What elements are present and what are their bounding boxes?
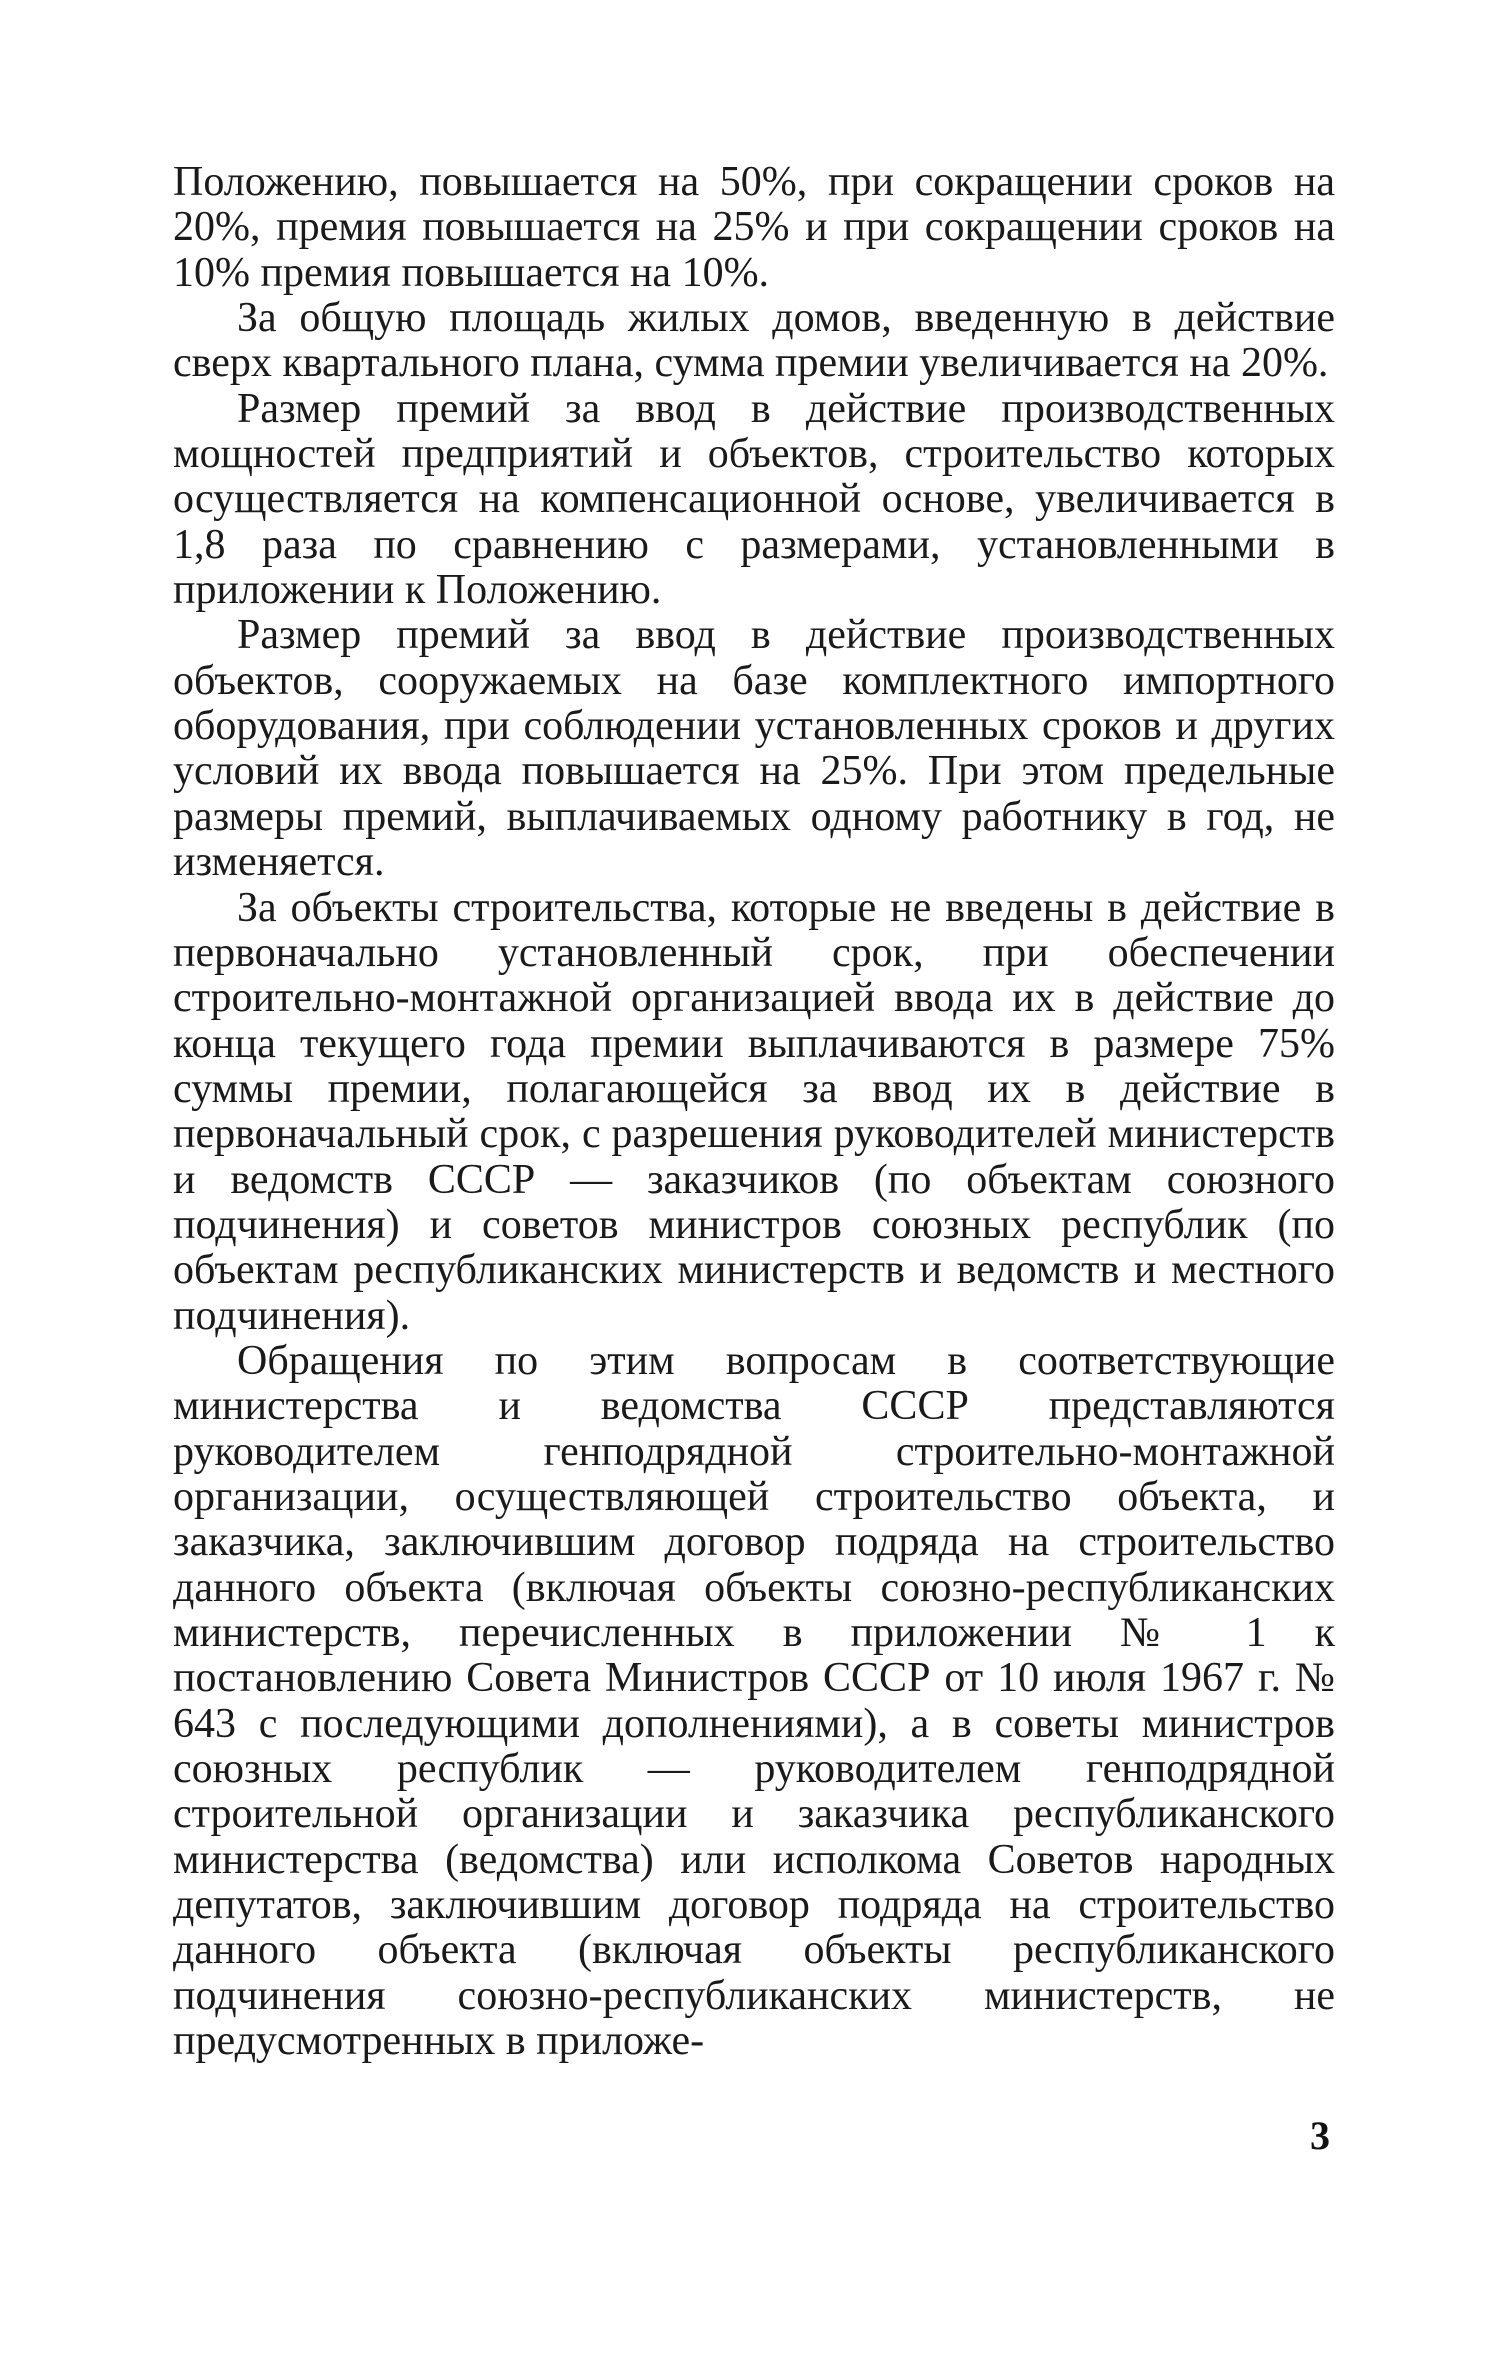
paragraph-2: За общую площадь жилых домов, введенную в действие сверх квартального плана, сумма премии увеличивается на 20%.: [173, 295, 1335, 387]
page-number: 3: [1310, 2113, 1330, 2158]
paragraph-5: За объекты строительства, которые не введены в действие в первоначально установленный срок, при обеспечении строительно-монтажной организацией ввода их в действие до конца текущего года премии выплачиваются в размере 75% суммы премии, полагающейся за ввод их в действие в первоначальный срок, с разрешения руководителей министерств и ведомств СССР — заказчиков (по объектам союзного подчинения) и советов министров союзных республик (по объектам республиканских министерств и ведомств и местного подчинения).: [173, 884, 1335, 1339]
paragraph-4: Размер премий за ввод в действие производственных объектов, сооружаемых на базе комплектного импортного оборудования, при соблюдении установленных сроков и других условий их ввода повышается на 25%. При этом предельные размеры премий, выплачиваемых одному работнику в год, не изменяется.: [173, 612, 1335, 886]
paragraph-1: Положению, повышается на 50%, при сокращении сроков на 20%, премия повышается на 25% и при сокращении сроков на 10% премия повышается на 10%.: [173, 159, 1335, 296]
paragraph-6: Обращения по этим вопросам в соответствующие министерства и ведомства СССР представляются руководителем генподрядной строительно-монтажной организации, осуществляющей строительство объекта, и заказчика, заключившим договор подряда на строительство данного объекта (включая объекты союзно-республиканских министерств, перечисленных в приложении № 1 к постановлению Совета Министров СССР от 10 июля 1967 г. № 643 с последующими дополнениями), а в советы министров союзных республик — руководителем генподрядной строительной организации и заказчика республиканского министерства (ведомства) или исполкома Советов народных депутатов, заключившим договор подряда на строительство данного объекта (включая объекты республиканского подчинения союзно-республиканских министерств, не предусмотренных в приложе-: [173, 1337, 1335, 2065]
body-text: [173, 160, 1335, 2064]
paragraph-3: Размер премий за ввод в действие производственных мощностей предприятий и объектов, строительство которых осуществляется на компенсационной основе, увеличивается в 1,8 раза по сравнению с размерами, установленными в приложении к Положению.: [173, 385, 1335, 614]
